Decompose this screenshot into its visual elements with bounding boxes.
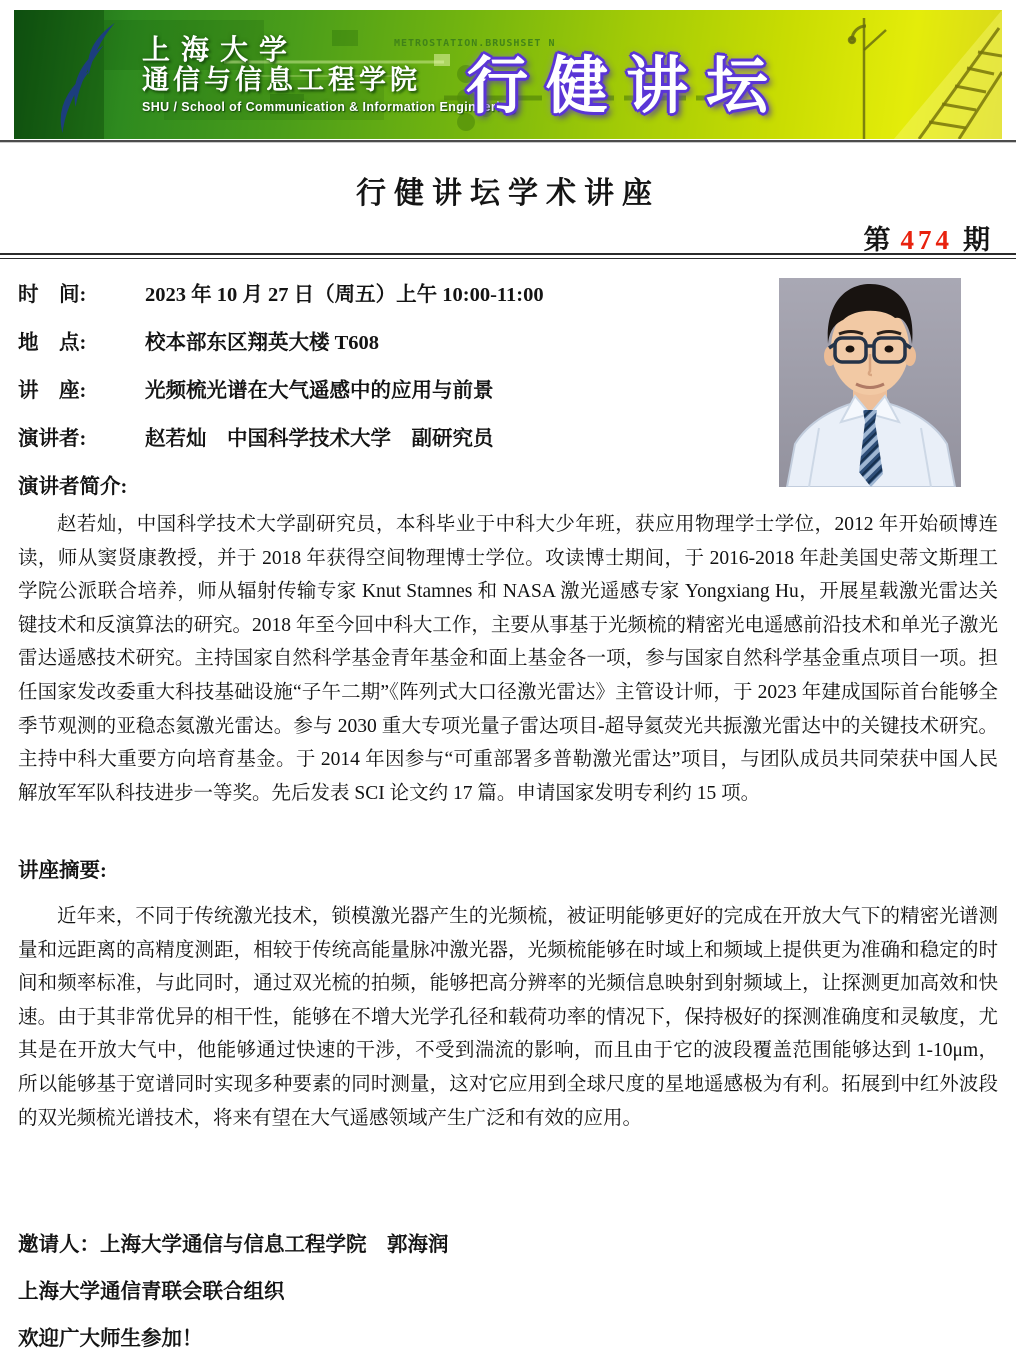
university-name: 上海大学: [142, 34, 299, 65]
inviter-line: 邀请人：上海大学通信与信息工程学院 郭海润: [18, 1234, 449, 1256]
welcome-line: 欢迎广大师生参加！: [18, 1328, 203, 1350]
location-label: 地 点:: [18, 332, 87, 354]
issue-prefix: 第: [863, 225, 891, 255]
lecture-label: 讲 座:: [18, 380, 87, 402]
footer-block: [18, 1222, 998, 1350]
speaker-bio-text: 赵若灿，中国科学技术大学副研究员，本科毕业于中科大少年班，获应用物理学士学位，2012 年开始硕博连读，师从窦贤康教授，并于 2018 年获得空间物理博士学位。攻读博士期间，于 2016-2018 年赴美国史蒂文斯理工学院公派联合培养，师从辐射传输专家 Knut Stamnes 和 NASA 激光遥感专家 Yongxiang Hu，开展星载激光雷达关键技术和反演算法的研究。2018 年至今回中科大工作，主要从事基于光频梳的精密光电遥感前沿技术和单光子激光雷达遥感技术研究。主持国家自然科学基金青年基金和面上基金各一项，参与国家自然科学基金重点项目一项。担任国家发改委重大科技基础设施“子午二期”《阵列式大口径激光雷达》主管设计师，于 2023 年建成国际首台能够全季节观测的亚稳态氦激光雷达。参与 2030 重大专项光量子雷达项目-超导氦荧光共振激光雷达中的关键技术研究。主持中科大重要方向培育基金。于 2014 年因参与“可重部署多普勒激光雷达”项目，与团队成员共同荣获中国人民解放军军队科技进步一等奖。先后发表 SCI 论文约 17 篇。申请国家发明专利约 15 项。: [18, 514, 998, 804]
forum-name: 行健讲坛: [466, 52, 787, 121]
lecture-title-value: 光频梳光谱在大气遥感中的应用与前景: [145, 380, 494, 402]
issue-number-line: [864, 218, 991, 257]
title-divider: [0, 253, 1016, 259]
university-logo-icon: [42, 18, 154, 136]
header-banner: [14, 10, 1002, 139]
banner-watermark-text: METROSTATION.BRUSHSET N: [394, 38, 556, 49]
organizer-line: 上海大学通信青联会联合组织: [18, 1281, 285, 1303]
speaker-label: 演讲者:: [18, 428, 87, 450]
speaker-photo: [779, 278, 961, 487]
detail-row-time: [18, 284, 758, 306]
time-value: 2023 年 10 月 27 日（周五）上午 10:00-11:00: [145, 284, 544, 306]
abstract-text: 近年来，不同于传统激光技术，锁模激光器产生的光频梳，被证明能够更好的完成在开放大气下的精密光谱测量和远距离的高精度测距，相较于传统高能量脉冲激光器，光频梳能够在时域上和频域上提供更为准确和稳定的时间和频率标准，与此同时，通过双光梳的拍频，能够把高分辨率的光频信息映射到射频域上，让探测更加高效和快速。由于其非常优异的相干性，能够在不增大光学孔径和载荷功率的情况下，保持极好的探测准确度和灵敏度，尤其是在开放大气中，他能够通过快速的干涉，不受到湍流的影响，而且由于它的波段覆盖范围能够达到 1-10μm，所以能够基于宽谱同时实现多种要素的同时测量，这对它应用到全球尺度的星地遥感极为有利。拓展到中红外波段的双光频梳光谱技术，将来有望在大气遥感领域产生广泛和有效的应用。: [18, 906, 998, 1129]
school-name-english: SHU / School of Communication & Information Engineering: [142, 99, 517, 114]
banner-divider: [0, 140, 1016, 143]
bio-heading: 演讲者简介:: [18, 476, 128, 498]
speaker-value: 赵若灿 中国科学技术大学 副研究员: [145, 428, 494, 450]
abstract-heading: 讲座摘要:: [18, 860, 107, 882]
detail-row-lecture-title: [18, 380, 758, 402]
issue-suffix: 期: [963, 225, 990, 255]
time-label: 时 间:: [18, 284, 87, 306]
detail-row-location: [18, 332, 758, 354]
lecture-details: [18, 284, 758, 476]
speaker-portrait-art: [779, 278, 961, 487]
page-title: 行健讲坛学术讲座: [356, 177, 660, 210]
school-name: 通信与信息工程学院: [142, 65, 421, 96]
issue-number: 474: [900, 225, 953, 255]
location-value: 校本部东区翔英大楼 T608: [145, 332, 380, 354]
detail-row-speaker: [18, 428, 758, 450]
